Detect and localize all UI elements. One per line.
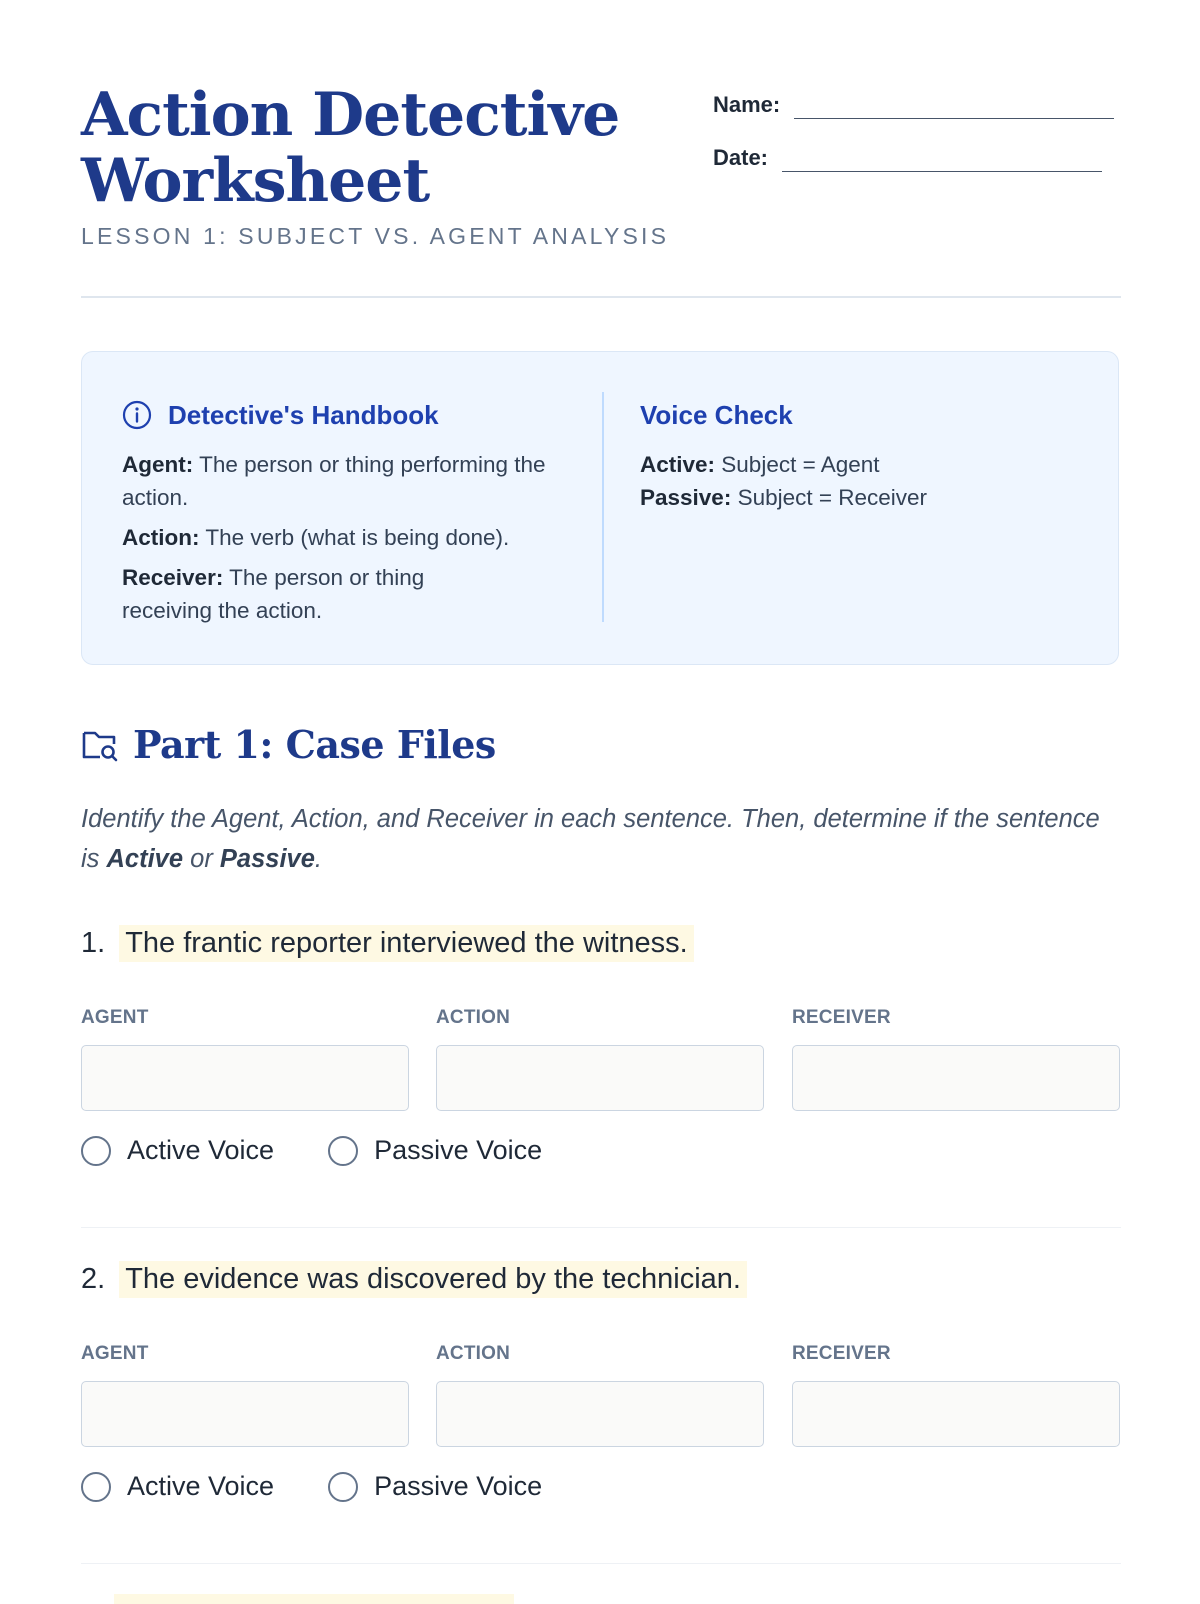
definition-term: Action: (122, 525, 200, 550)
agent-field-group (81, 1343, 409, 1447)
page-title: Action Detective Worksheet (81, 80, 620, 216)
voice-rule-term: Passive: (640, 485, 732, 510)
action-field-group (436, 1007, 764, 1111)
voice-check-heading-text: Voice Check (640, 399, 793, 430)
voice-options (81, 1135, 596, 1166)
name-row (713, 86, 1114, 119)
answer-fields (81, 1343, 1121, 1453)
date-row (713, 139, 1102, 172)
handbook-definitions (122, 398, 562, 634)
agent-input[interactable] (81, 1381, 409, 1447)
action-label: ACTION (436, 1343, 511, 1364)
info-circle-icon (122, 400, 152, 430)
question-text: The evidence was discovered by the technician. (119, 1261, 747, 1298)
receiver-field-group (792, 1007, 1120, 1111)
receiver-field-group (792, 1343, 1120, 1447)
receiver-input[interactable] (792, 1045, 1120, 1111)
question-divider (81, 1563, 1121, 1564)
next-question-highlight (114, 1594, 514, 1604)
worksheet-page (81, 0, 1121, 1501)
instructions-end: . (314, 845, 322, 873)
voice-rule-term: Active: (640, 452, 716, 477)
radio-button[interactable] (328, 1136, 358, 1166)
question-text: The frantic reporter interviewed the witness. (119, 925, 694, 962)
definition-term: Receiver: (122, 565, 224, 590)
definition-term: Agent: (122, 452, 194, 477)
handbook-heading (122, 398, 562, 432)
handbook-heading-text: Detective's Handbook (168, 399, 439, 430)
definition-text: The verb (what is being done). (199, 525, 510, 550)
agent-label: AGENT (81, 1343, 149, 1364)
name-field[interactable] (794, 86, 1114, 119)
passive-voice-option[interactable] (328, 1135, 542, 1166)
part-1-title: Part 1: Case Files (133, 722, 496, 767)
voice-rule-active (640, 448, 1080, 481)
definition-text: The person or thing performing the action. (122, 452, 546, 510)
definition-text: The person or thing receiving the action. (122, 565, 425, 623)
lesson-subtitle: LESSON 1: SUBJECT VS. AGENT ANALYSIS (81, 223, 670, 249)
receiver-label: RECEIVER (792, 1343, 891, 1364)
active-voice-option[interactable] (81, 1471, 274, 1502)
instructions-text: Identify the Agent, Action, and Receiver in each sentence. Then, determine if the sentence is (81, 805, 1100, 873)
instructions-or: or (183, 845, 220, 873)
question-sentence (81, 1259, 1121, 1299)
active-voice-option[interactable] (81, 1135, 274, 1166)
question-number: 1. (81, 926, 106, 959)
name-label: Name: (713, 92, 781, 117)
radio-label: Active Voice (127, 1471, 275, 1501)
radio-button[interactable] (81, 1136, 111, 1166)
receiver-input[interactable] (792, 1381, 1120, 1447)
instructions-passive: Passive (219, 845, 315, 873)
question-divider (81, 1227, 1121, 1228)
radio-label: Active Voice (127, 1135, 275, 1165)
voice-rule-text: Subject = Receiver (731, 485, 928, 510)
agent-field-group (81, 1007, 409, 1111)
action-label: ACTION (436, 1007, 511, 1028)
radio-label: Passive Voice (374, 1471, 543, 1501)
radio-label: Passive Voice (374, 1135, 543, 1165)
voice-rule-passive (640, 481, 1080, 514)
passive-voice-option[interactable] (328, 1471, 542, 1502)
folder-search-icon (81, 727, 119, 763)
definition-receiver (122, 561, 462, 627)
voice-options (81, 1471, 596, 1502)
question-2 (81, 1259, 1121, 1501)
part-1-instructions (81, 799, 1121, 879)
action-input[interactable] (436, 1045, 764, 1111)
radio-button[interactable] (81, 1472, 111, 1502)
detective-handbook-card (81, 351, 1119, 665)
question-1 (81, 923, 1121, 1165)
voice-check (640, 398, 1080, 514)
part-1-heading (81, 722, 496, 767)
date-label: Date: (713, 145, 769, 170)
definition-action (122, 521, 562, 554)
question-sentence (81, 923, 1121, 963)
agent-input[interactable] (81, 1045, 409, 1111)
action-field-group (436, 1343, 764, 1447)
agent-label: AGENT (81, 1007, 149, 1028)
radio-button[interactable] (328, 1472, 358, 1502)
definition-agent (122, 448, 562, 514)
voice-check-heading (640, 398, 1080, 432)
voice-rule-text: Subject = Agent (715, 452, 880, 477)
question-number: 2. (81, 1262, 106, 1295)
worksheet-header (81, 0, 1121, 298)
handbook-divider (602, 392, 604, 622)
answer-fields (81, 1007, 1121, 1117)
action-input[interactable] (436, 1381, 764, 1447)
date-field[interactable] (782, 139, 1102, 172)
instructions-active: Active (106, 845, 184, 873)
receiver-label: RECEIVER (792, 1007, 891, 1028)
